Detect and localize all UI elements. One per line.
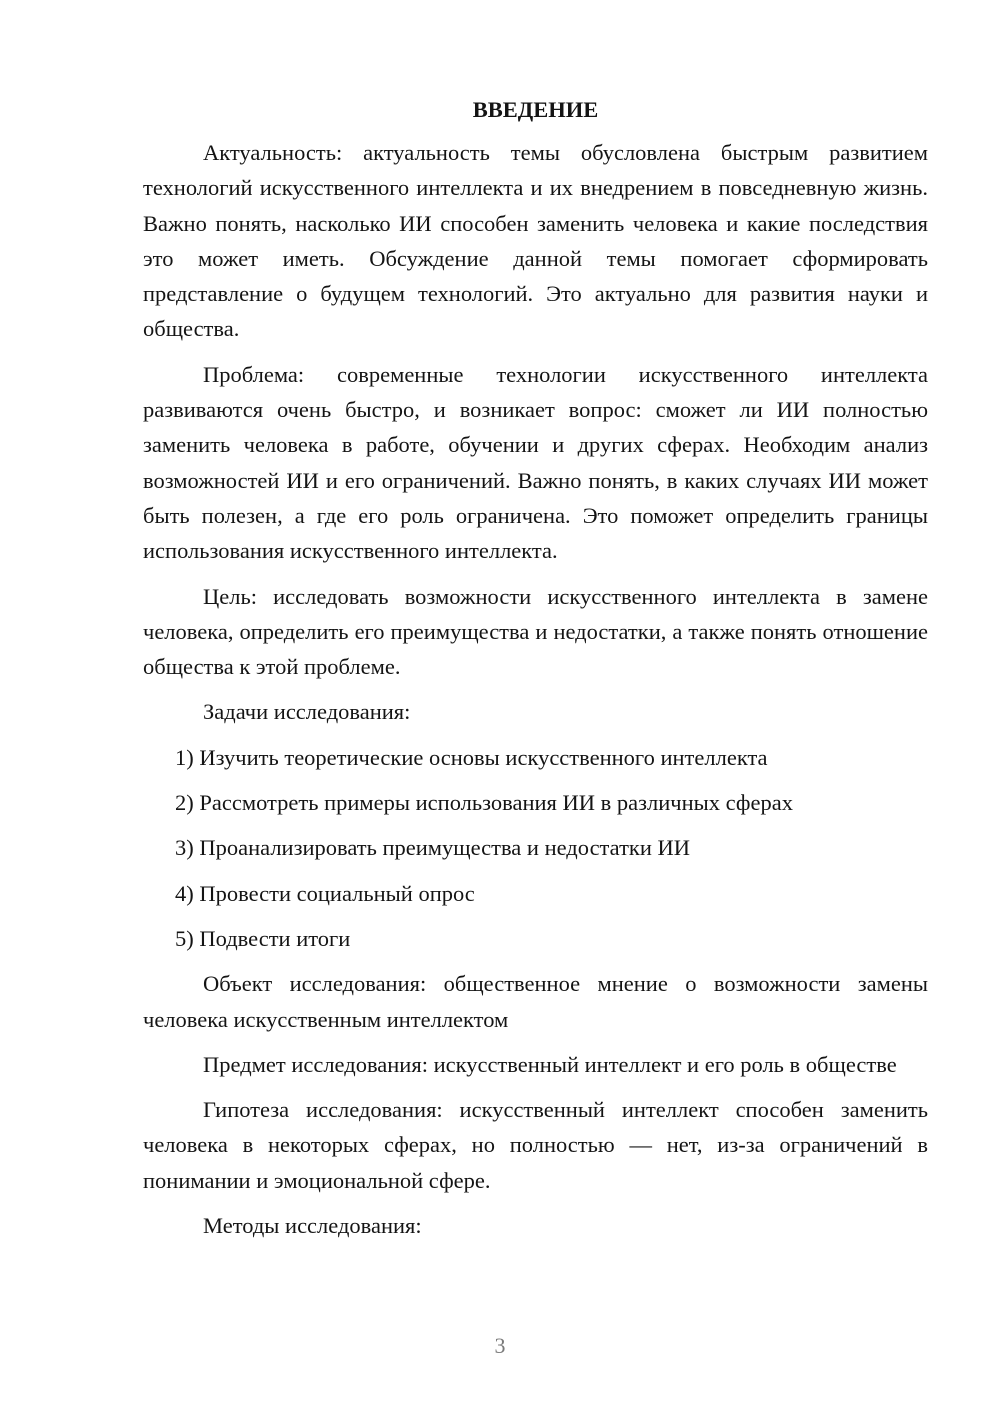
- tasks-list: [143, 740, 928, 956]
- list-item: 3) Проанализировать преимущества и недостатки ИИ: [175, 835, 690, 861]
- relevance-paragraph: Актуальность: актуальность темы обусловлена быстрым развитием технологий искусственного интеллекта и их внедрением в повседневную жизнь. Важно понять, насколько ИИ способен заменить человека и какие последствия это может иметь. Обсуждение данной темы помогает сформировать представление о будущем технологий. Это актуально для развития науки и общества.: [143, 140, 928, 342]
- list-item: 5) Подвести итоги: [175, 925, 351, 951]
- goal-paragraph: Цель: исследовать возможности искусственного интеллекта в замене человека, определить его преимущества и недостатки, а также понять отношение общества к этой проблеме.: [143, 583, 928, 680]
- hypothesis-paragraph: Гипотеза исследования: искусственный интеллект способен заменить человека в некоторых сферах, но полностью — нет, из-за ограничений в понимании и эмоциональной сфере.: [143, 1097, 928, 1193]
- methods-heading: Методы исследования:: [203, 1213, 422, 1239]
- subject-paragraph: Предмет исследования: искусственный интеллект и его роль в обществе: [203, 1051, 897, 1077]
- list-item: 2) Рассмотреть примеры использования ИИ в различных сферах: [175, 790, 793, 816]
- page-title: ВВЕДЕНИЕ: [472, 97, 599, 122]
- list-item: 4) Провести социальный опрос: [175, 880, 475, 906]
- problem-paragraph: Проблема: современные технологии искусственного интеллекта развиваются очень быстро, и возникает вопрос: сможет ли ИИ полностью заменить человека в работе, обучении и других сферах. Необходим анализ возможностей ИИ и его ограничений. Важно понять, в каких случаях ИИ может быть полезен, а где его роль ограничена. Это поможет определить границы использования искусственного интеллекта.: [143, 361, 928, 564]
- tasks-heading: Задачи исследования:: [203, 699, 411, 725]
- object-paragraph: Объект исследования: общественное мнение о возможности замены человека искусственным интеллектом: [143, 971, 928, 1032]
- page-content: [143, 90, 928, 1253]
- list-item: 1) Изучить теоретические основы искусственного интеллекта: [175, 744, 768, 770]
- page-number: 3: [494, 1333, 506, 1358]
